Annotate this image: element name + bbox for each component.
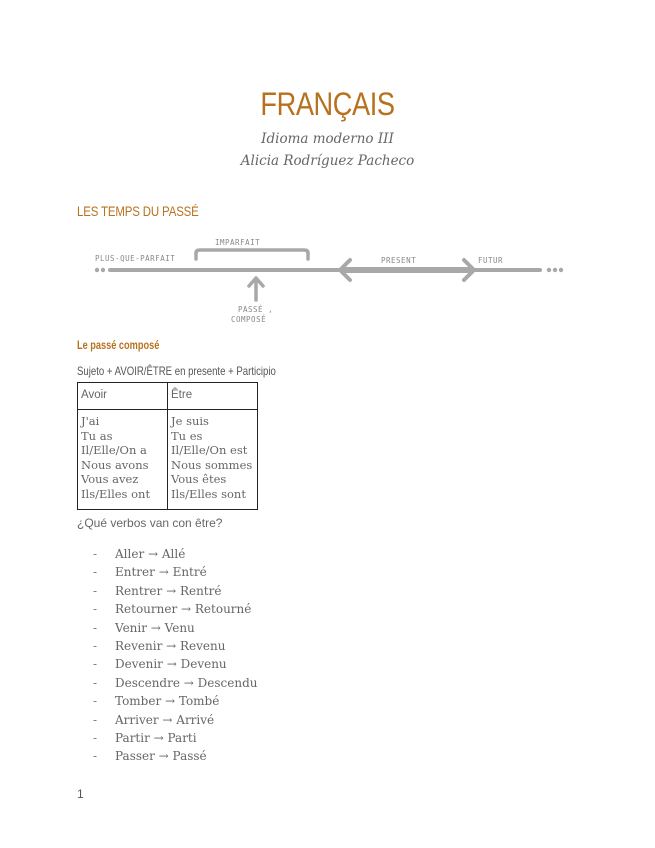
label-compose: COMPOSÉ [231,315,267,324]
page-title: FRANÇAIS [260,86,395,122]
verb-text: Revenir → Revenu [115,638,226,653]
imparfait-bracket [196,250,308,259]
bullet-dash: - [93,749,98,764]
bullet-dash: - [93,547,98,561]
list-item [93,563,257,581]
verb-text: Devenir → Devenu [115,657,227,672]
question-text: ¿Qué verbos van con être? [77,516,223,530]
etre-form: Il/Elle/On est [171,443,248,457]
etre-form: Ils/Elles sont [171,486,246,501]
course-subtitle: Idioma moderno III [261,131,394,147]
label-futur: FUTUR [478,256,504,265]
label-present: PRESENT [381,256,417,265]
bullet-dash: - [93,620,98,635]
list-item [93,619,257,637]
list-item [93,637,257,655]
avoir-form: J'ai [81,414,100,428]
verb-text: Aller → Allé [115,547,186,561]
bullet-dash: - [93,657,98,672]
formula-text: Sujeto + AVOIR/ÊTRE en presente + Participio [77,364,276,378]
list-item [93,655,257,673]
bullet-dash: - [93,712,98,727]
etre-column [168,410,258,510]
bullet-dash: - [93,638,98,653]
verb-text: Entrer → Entré [115,565,207,580]
list-item [93,600,257,618]
verb-text: Descendre → Descendu [115,675,258,690]
conjugation-table [77,382,258,510]
list-item [93,692,257,710]
bullet-dash: - [93,730,98,745]
list-item [93,545,257,563]
verb-list [93,545,257,766]
page-number: 1 [77,787,84,801]
verb-text: Passer → Passé [115,749,207,764]
label-passe: PASSÉ , [238,305,274,314]
passe-compose-arrow [249,278,263,300]
list-item [93,729,257,747]
avoir-form: Ils/Elles ont [81,486,151,501]
section-heading: LES TEMPS DU PASSÉ [77,203,199,219]
avoir-form: Vous avez [81,472,139,486]
etre-form: Tu es [171,428,203,443]
header-etre: Être [168,383,258,410]
etre-form: Je suis [171,414,209,428]
verb-text: Retourner → Retourné [115,602,252,617]
avoir-form: Il/Elle/On a [81,443,147,457]
verb-text: Venir → Venu [115,620,195,635]
label-imparfait: IMPARFAIT [215,238,261,247]
table-body-row [78,410,258,510]
avoir-form: Tu as [81,428,113,443]
verb-text: Rentrer → Rentré [115,583,222,598]
timeline-axis [95,268,563,272]
bullet-dash: - [93,602,98,617]
etre-form: Vous êtes [171,472,227,486]
list-item [93,674,257,692]
verb-text: Arriver → Arrivé [115,712,215,727]
bullet-dash: - [93,675,98,690]
list-item [93,747,257,765]
list-item [93,582,257,600]
verb-text: Partir → Parti [115,730,197,745]
list-item [93,711,257,729]
bullet-dash: - [93,565,98,580]
bullet-dash: - [93,694,98,709]
timeline-diagram [88,232,568,328]
label-plus-que-parfait: PLUS-QUE-PARFAIT [95,254,176,263]
avoir-column [78,410,168,510]
subsection-heading: Le passé composé [77,340,160,352]
table-header-row [78,383,258,410]
bullet-dash: - [93,583,98,598]
header-avoir: Avoir [78,383,168,410]
avoir-form: Nous avons [81,457,149,472]
verb-text: Tomber → Tombé [115,694,220,709]
author-subtitle: Alicia Rodríguez Pacheco [240,153,415,169]
etre-form: Nous sommes [171,457,253,472]
